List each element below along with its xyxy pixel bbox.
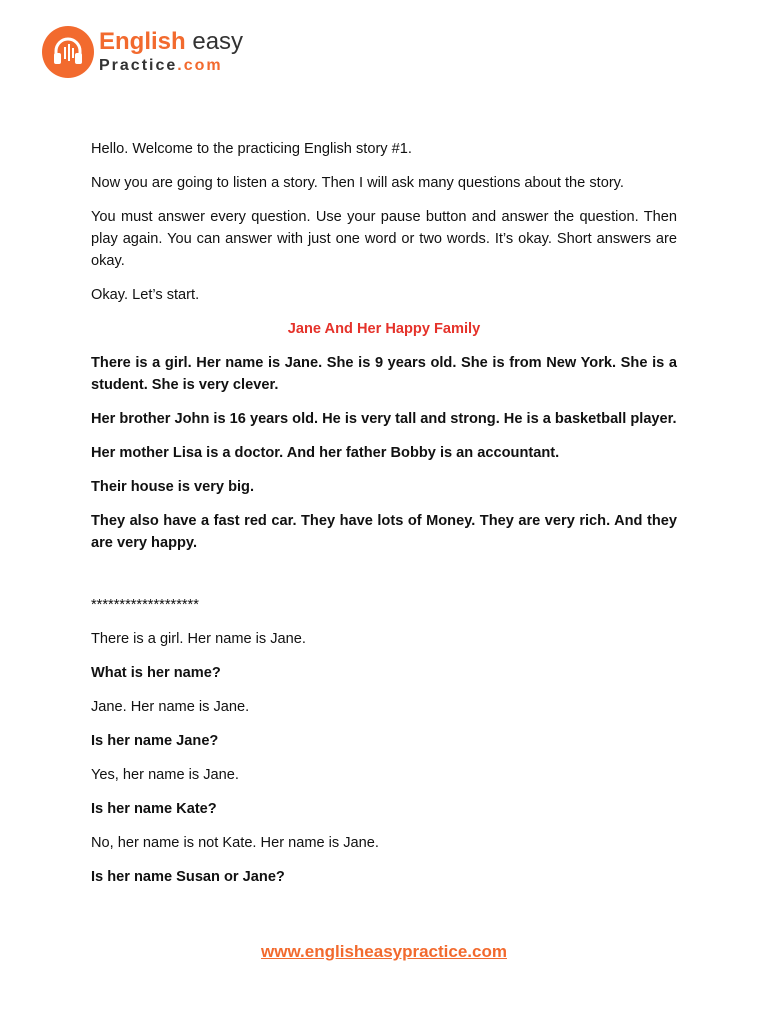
qa-question: Is her name Jane? (91, 733, 219, 749)
intro-paragraph: You must answer every question. Use your pause button and answer the question. Then play again. You can answer with just one word or two words. It’s okay. Short answers are okay. (91, 209, 677, 269)
story-line: There is a girl. Her name is Jane. She is 9 years old. She is from New York. She is a student. She is very clever. (91, 355, 677, 393)
logo-word-english: English (99, 28, 186, 55)
qa-line: There is a girl. Her name is Jane. (91, 631, 306, 647)
site-logo (42, 26, 243, 78)
qa-answer: No, her name is not Kate. Her name is Jane. (91, 835, 379, 851)
qa-question: Is her name Kate? (91, 801, 217, 817)
logo-word-com: .com (177, 57, 223, 74)
story-title: Jane And Her Happy Family (287, 321, 481, 337)
website-link[interactable]: www.englisheasypractice.com (261, 942, 507, 961)
intro-paragraph: Now you are going to listen a story. Then I will ask many questions about the story. (91, 175, 624, 191)
intro-paragraph: Okay. Let’s start. (91, 287, 200, 303)
headphones-icon (42, 26, 94, 78)
separator: ******************* (91, 597, 199, 613)
logo-word-practice: Practice (99, 57, 178, 74)
document-body (91, 138, 677, 900)
qa-answer: Yes, her name is Jane. (91, 767, 239, 783)
footer (0, 942, 768, 962)
story-line: They also have a fast red car. They have lots of Money. They are very rich. And they are very happy. (91, 513, 677, 551)
qa-answer: Jane. Her name is Jane. (91, 699, 250, 715)
story-line: Her brother John is 16 years old. He is very tall and strong. He is a basketball player. (91, 411, 677, 427)
qa-question: What is her name? (91, 665, 221, 681)
story-line: Her mother Lisa is a doctor. And her father Bobby is an accountant. (91, 445, 560, 461)
intro-paragraph: Hello. Welcome to the practicing English story #1. (91, 141, 412, 157)
logo-word-easy: easy (192, 28, 244, 55)
qa-question: Is her name Susan or Jane? (91, 869, 285, 885)
story-line: Their house is very big. (91, 479, 255, 495)
